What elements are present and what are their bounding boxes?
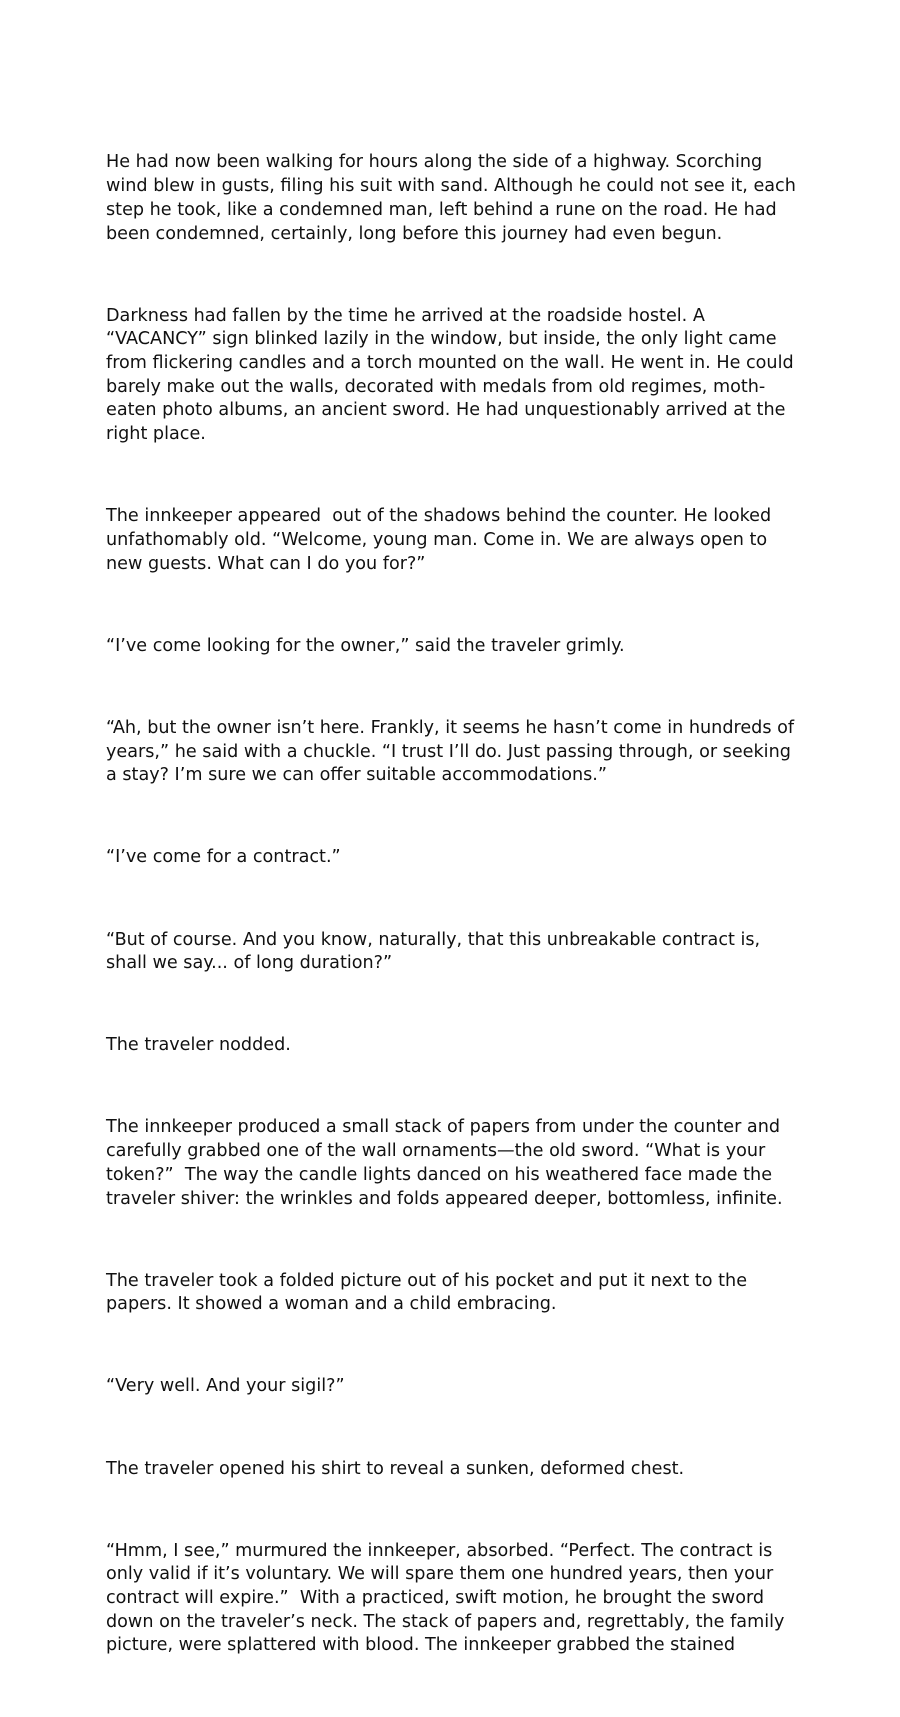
- paragraph-10: The traveler took a folded picture out of his pocket and put it next to the papers. It showed a woman and a child embracing.: [106, 1270, 753, 1315]
- paragraph-2: Darkness had fallen by the time he arrived at the roadside hostel. A “VACANCY” sign blinked lazily in the window, but inside, the only light came from flickering candles and a torch mounted on the wall. He went in. He could barely make out the walls, decorated with medals from old regimes, moth-eaten photo albums, an ancient sword. He had unquestionably arrived at the right place.: [106, 305, 800, 445]
- paragraph-6: “I’ve come for a contract.”: [106, 847, 341, 868]
- paragraph-8: The traveler nodded.: [106, 1035, 291, 1056]
- paragraph-7: “But of course. And you know, naturally, that this unbreakable contract is, shall we say... of long duration?”: [106, 929, 766, 974]
- paragraph-9: The innkeeper produced a small stack of papers from under the counter and carefully grabbed one of the wall ornaments—the old sword. “What is your token?” The way the candle lights danced on his weathered face made the traveler shiver: the wrinkles and folds appeared deeper, bottomless, infinite.: [106, 1117, 786, 1209]
- paragraph-1: He had now been walking for hours along the side of a highway. Scorching wind blew in gusts, filing his suit with sand. Although he could not see it, each step he took, like a condemned man, left behind a rune on the road. He had been condemned, certainly, long before this journey had even begun.: [106, 152, 802, 244]
- document-body: [106, 104, 806, 1717]
- paragraph-12: The traveler opened his shirt to reveal a sunken, deformed chest.: [106, 1458, 685, 1479]
- paragraph-11: “Very well. And your sigil?”: [106, 1376, 345, 1397]
- paragraph-5: “Ah, but the owner isn’t here. Frankly, it seems he hasn’t come in hundreds of years,” he said with a chuckle. “I trust I’ll do. Just passing through, or seeking a stay? I’m sure we can offer suitable accommodations.”: [106, 717, 800, 786]
- paragraph-13: “Hmm, I see,” murmured the innkeeper, absorbed. “Perfect. The contract is only valid if it’s voluntary. We will spare them one hundred years, then your contract will expire.” With a practiced, swift motion, he brought the sword down on the traveler’s neck. The stack of papers and, regrettably, the family picture, were splattered with blood. The innkeeper grabbed the stained: [106, 1540, 790, 1656]
- paragraph-4: “I’ve come looking for the owner,” said the traveler grimly.: [106, 635, 625, 656]
- paragraph-3: The innkeeper appeared out of the shadows behind the counter. He looked unfathomably old. “Welcome, young man. Come in. We are always open to new guests. What can I do you for?”: [106, 506, 777, 574]
